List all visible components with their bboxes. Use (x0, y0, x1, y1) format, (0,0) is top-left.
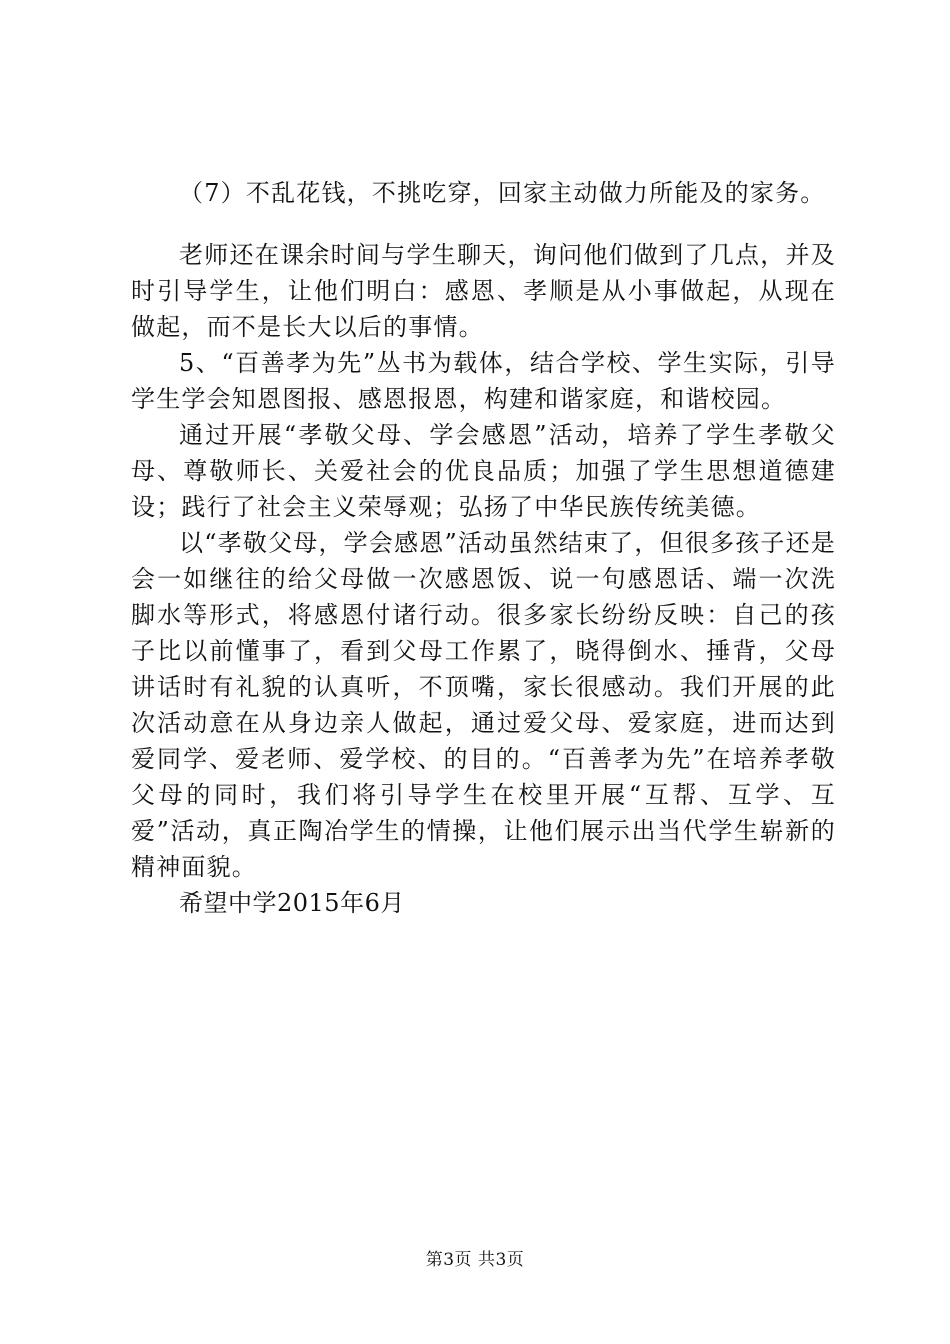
paragraph-item-5: 5、“百善孝为先”丛书为载体，结合学校、学生实际，引导学生学会知恩图报、感恩报恩，构建和谐家庭，和谐校园。 (131, 349, 836, 413)
signature-line: 希望中学2015年6月 (179, 889, 405, 917)
paragraph-item-7: （7）不乱花钱，不挑吃穿，回家主动做力所能及的家务。 (179, 179, 826, 207)
paragraph-conclusion: 以“孝敬父母，学会感恩”活动虽然结束了，但很多孩子还是会一如继往的给父母做一次感恩饭、说一句感恩话、端一次洗脚水等形式，将感恩付诸行动。很多家长纷纷反映：自己的孩子比以前懂事了，看到父母工作累了，晓得倒水、捶背，父母讲话时有礼貌的认真听，不顶嘴，家长很感动。我们开展的此次活动意在从身边亲人做起，通过爱父母、爱家庭，进而达到爱同学、爱老师、爱学校、的目的。“百善孝为先”在培养孝敬父母的同时，我们将引导学生在校里开展“互帮、互学、互爱”活动，真正陶冶学生的情操，让他们展示出当代学生崭新的精神面貌。 (131, 529, 836, 881)
document-body (131, 175, 836, 921)
paragraph-teacher-guidance: 老师还在课余时间与学生聊天，询问他们做到了几点，并及时引导学生，让他们明白：感恩、孝顺是从小事做起，从现在做起，而不是长大以后的事情。 (131, 241, 836, 341)
paragraph-activity-results: 通过开展“孝敬父母、学会感恩”活动，培养了学生孝敬父母、尊敬师长、关爱社会的优良品质；加强了学生思想道德建设；践行了社会主义荣辱观；弘扬了中华民族传统美德。 (131, 421, 836, 521)
page-number-footer: 第3页 共3页 (425, 1250, 525, 1270)
